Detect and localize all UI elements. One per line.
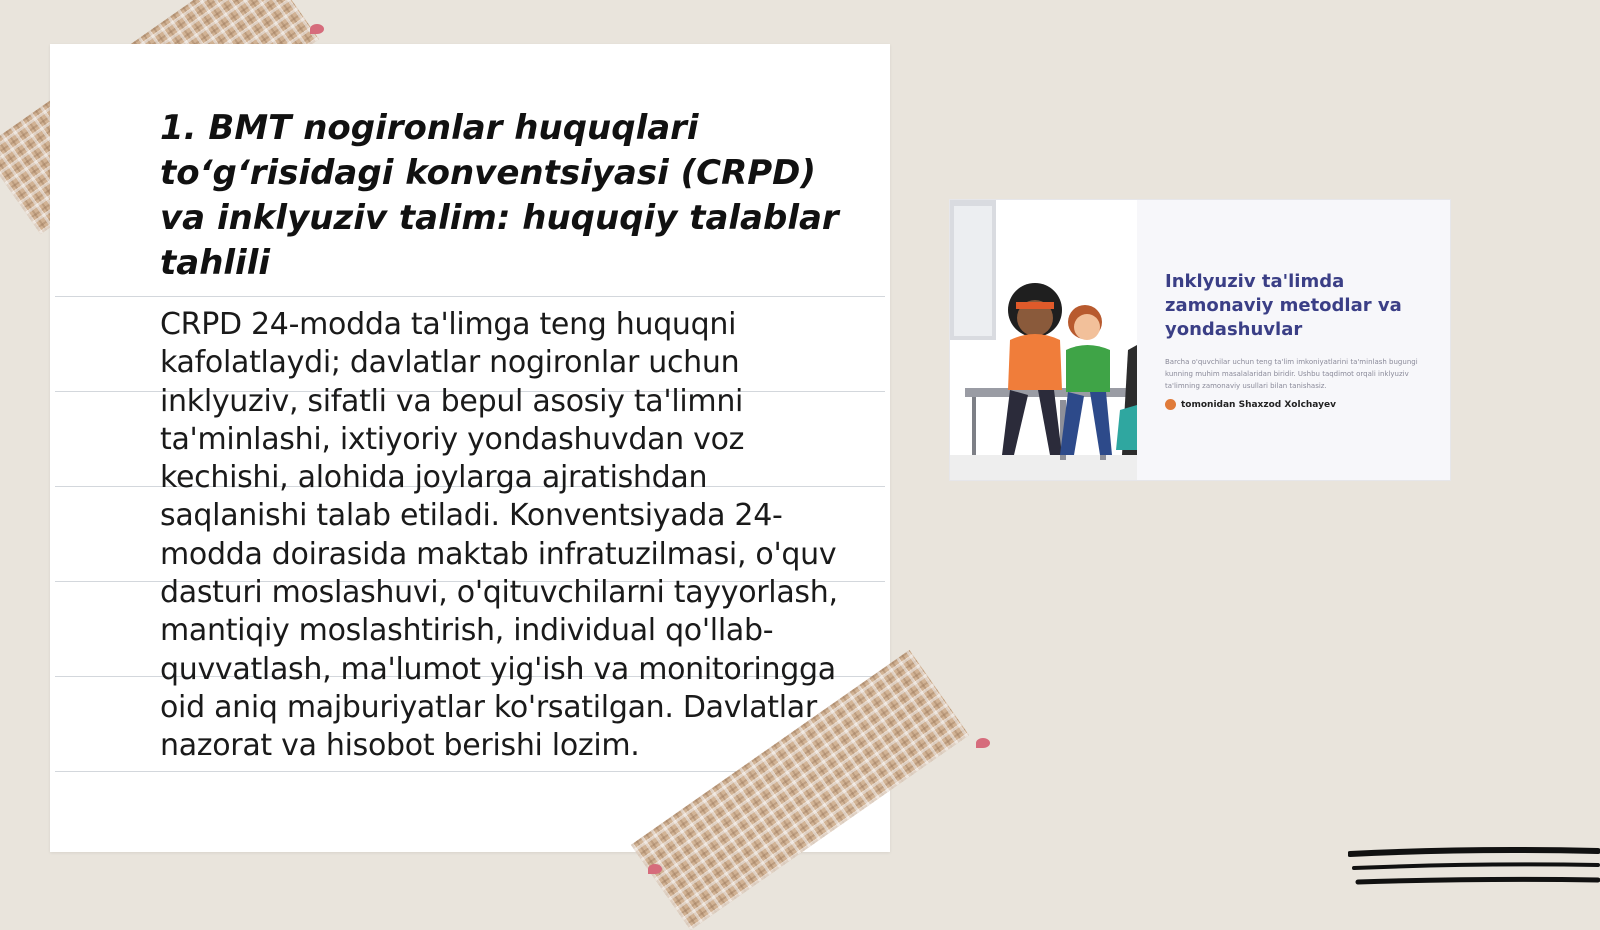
thumbnail-author xyxy=(1165,399,1336,410)
slide-body-text: CRPD 24-modda ta'limga teng huquqni kafolatlaydi; davlatlar nogironlar uchun inklyuziv, sifatli va bepul asosiy ta'limni ta'minlashi, ixtiyoriy yondashuvdan voz kechishi, alohida joylarga ajratishdan saqlanishi talab etiladi. Konventsiyada 24-modda doirasida maktab infratuzilmasi, o'quv dasturi moslashuvi, o'qituvchilarni tayyorlash, mantiqiy moslashtirish, individual qo'llab-quvvatlash, ma'lumot yig'ish va monitoringga oid aniq majburiyatlar ko'rsatilgan. Davlatlar nazorat va hisobot berishi lozim. xyxy=(160,307,838,764)
paper-rule xyxy=(55,296,885,297)
students-illustration-icon xyxy=(950,200,1137,480)
thumbnail-title: Inklyuziv ta'limda zamonaviy metodlar va yondashuvlar xyxy=(1165,271,1402,340)
students-illustration xyxy=(950,200,1137,480)
pin-bottom-left xyxy=(648,864,662,874)
author-avatar-icon xyxy=(1165,399,1176,410)
marker-strokes-icon xyxy=(1348,846,1600,894)
presentation-thumbnail[interactable] xyxy=(950,200,1450,480)
pin-bottom xyxy=(976,738,990,748)
slide-title: 1. BMT nogironlar huquqlari to‘g‘risidagi konventsiyasi (CRPD) va inklyuziv talim: huquqiy talablar tahlili xyxy=(160,108,839,283)
thumbnail-description: Barcha o'quvchilar uchun teng ta'lim imkoniyatlarini ta'minlash bugungi kunning muhim masalalaridan biridir. Ushbu taqdimot orqali inklyuziv ta'limning zamonaviy usullari bilan tanishasiz. xyxy=(1165,358,1418,390)
note-paper xyxy=(50,44,890,852)
pin-top xyxy=(310,24,324,34)
thumbnail-author-name: tomonidan Shaxzod Xolchayev xyxy=(1181,399,1336,410)
